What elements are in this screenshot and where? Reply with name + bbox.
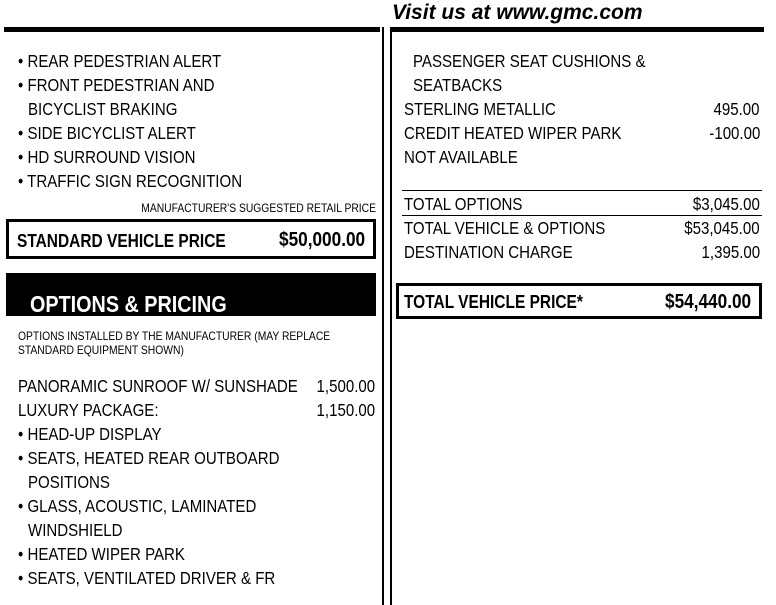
package-item: WINDSHIELD xyxy=(28,520,123,540)
total-price-value: $54,440.00 xyxy=(664,291,751,313)
options-note: OPTIONS INSTALLED BY THE MANUFACTURER (MAY REPLACE xyxy=(18,329,331,343)
total-label: DESTINATION CHARGE xyxy=(404,242,573,262)
options-note: STANDARD EQUIPMENT SHOWN) xyxy=(18,343,184,357)
total-value: $3,045.00 xyxy=(693,194,760,214)
option-label: LUXURY PACKAGE: xyxy=(18,400,159,420)
msrp-caption: MANUFACTURER'S SUGGESTED RETAIL PRICE xyxy=(141,201,376,215)
package-item: • SEATS, VENTILATED DRIVER & FR xyxy=(18,568,276,588)
header-url-text: Visit us at www.gmc.com xyxy=(392,1,643,24)
total-label: TOTAL VEHICLE & OPTIONS xyxy=(404,218,606,238)
package-item: • HEAD-UP DISPLAY xyxy=(18,424,162,444)
option-price: 1,500.00 xyxy=(316,376,375,396)
feature-item: BICYCLIST BRAKING xyxy=(28,99,178,119)
feature-item: • TRAFFIC SIGN RECOGNITION xyxy=(18,171,243,191)
total-price-label: TOTAL VEHICLE PRICE* xyxy=(404,292,583,312)
options-heading-banner: OPTIONS & PRICING xyxy=(6,273,376,316)
continued-line: PASSENGER SEAT CUSHIONS & xyxy=(413,51,646,71)
package-item: • GLASS, ACOUSTIC, LAMINATED xyxy=(18,496,257,516)
package-item: POSITIONS xyxy=(28,472,110,492)
feature-item: • FRONT PEDESTRIAN AND xyxy=(18,75,215,95)
option-label: PANORAMIC SUNROOF W/ SUNSHADE xyxy=(18,376,298,396)
total-value: $53,045.00 xyxy=(684,218,760,238)
standard-price-label: STANDARD VEHICLE PRICE xyxy=(17,231,226,251)
option-price: -100.00 xyxy=(708,123,760,143)
option-price: 1,150.00 xyxy=(316,400,375,420)
total-price-box xyxy=(396,283,762,319)
feature-item: • REAR PEDESTRIAN ALERT xyxy=(18,51,222,71)
package-item: • SEATS, HEATED REAR OUTBOARD xyxy=(18,448,280,468)
option-label: STERLING METALLIC xyxy=(404,99,556,119)
standard-price-value: $50,000.00 xyxy=(278,229,365,251)
continued-line: SEATBACKS xyxy=(413,75,503,95)
package-item: • HEATED WIPER PARK xyxy=(18,544,185,564)
option-label: CREDIT HEATED WIPER PARK xyxy=(404,123,622,143)
header-url xyxy=(392,1,643,25)
feature-item: • HD SURROUND VISION xyxy=(18,147,196,167)
feature-item: • SIDE BICYCLIST ALERT xyxy=(18,123,196,143)
total-value: 1,395.00 xyxy=(701,242,760,262)
total-label: TOTAL OPTIONS xyxy=(404,194,523,214)
standard-price-box xyxy=(6,219,376,259)
option-price: 495.00 xyxy=(713,99,760,119)
totals-divider xyxy=(402,190,762,191)
option-label: NOT AVAILABLE xyxy=(404,147,518,167)
